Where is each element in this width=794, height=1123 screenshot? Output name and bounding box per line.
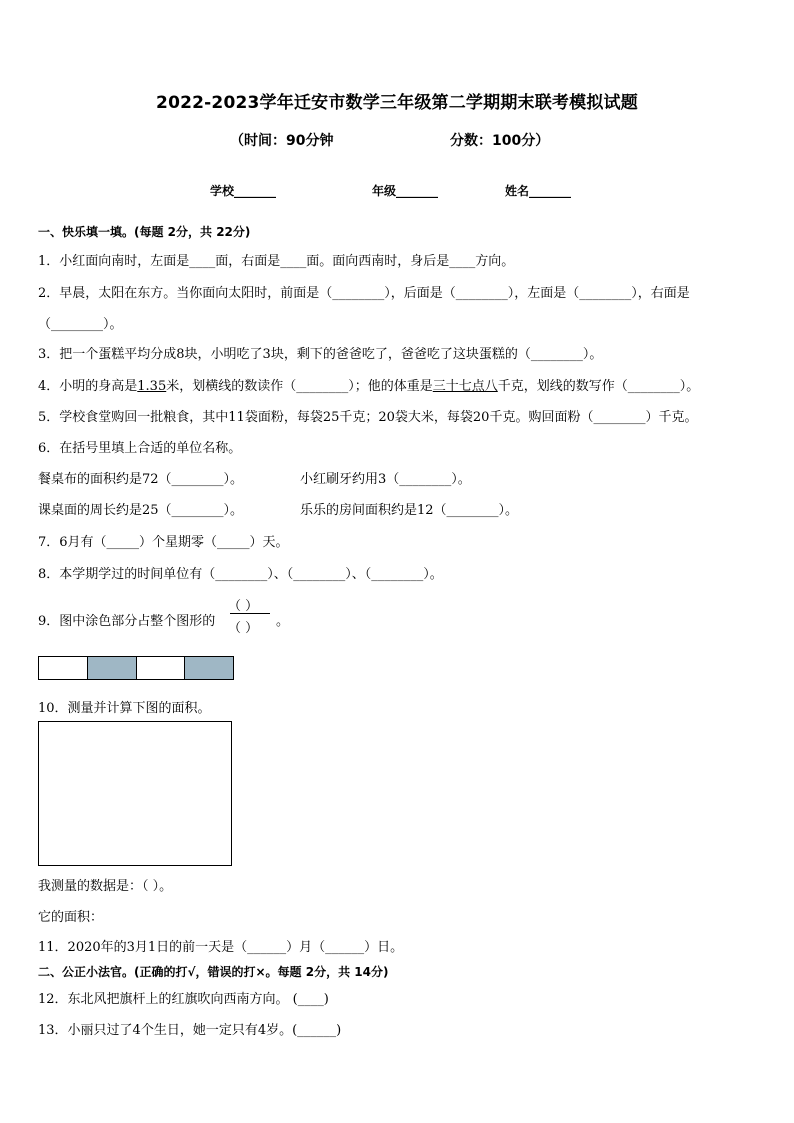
section-2-heading: 二、公正小法官。(正确的打√，错误的打×。每题 2分，共 14分) — [38, 965, 389, 979]
question-5: 5．学校食堂购回一批粮食，其中11袋面粉，每袋25千克；20袋大米，每袋20千克。购回面粉（________）千克。 — [38, 410, 698, 425]
question-4-part-a: 4．小明的身高是 — [38, 379, 138, 394]
question-10: 10．测量并计算下图的面积。 — [38, 701, 211, 716]
grade-field[interactable]: 年级_______ — [372, 184, 439, 198]
question-12: 12．东北风把旗杆上的红旗吹向西南方向。 (____) — [38, 992, 329, 1007]
question-6: 6．在括号里填上合适的单位名称。 — [38, 441, 242, 456]
underlined-words: 三十七点八 — [432, 379, 498, 394]
question-11: 11．2020年的3月1日的前一天是（______）月（______）日。 — [38, 940, 404, 955]
shaded-strip-figure — [38, 656, 234, 680]
question-3: 3．把一个蛋糕平均分成8块，小明吃了3块，剩下的爸爸吃了，爸爸吃了这块蛋糕的（________）。 — [38, 347, 603, 362]
question-6b: 小红刷牙约用3（________）。 — [300, 472, 471, 487]
school-field[interactable]: 学校_______ — [210, 184, 277, 198]
question-10-area: 它的面积： — [38, 910, 104, 925]
strip-cell — [39, 657, 88, 679]
question-13: 13．小丽只过了4个生日，她一定只有4岁。(______) — [38, 1023, 342, 1038]
question-4-part-c: 千克，划线的数写作（________）。 — [497, 379, 700, 394]
question-9: 9．图中涂色部分占整个图形的 — [38, 614, 216, 629]
exam-score: 分数：100分） — [450, 133, 550, 149]
question-7: 7．6月有（_____）个星期零（_____）天。 — [38, 535, 289, 550]
measure-rectangle — [38, 721, 232, 866]
fraction-bar — [230, 613, 270, 614]
section-1-heading: 一、快乐填一填。(每题 2分，共 22分) — [38, 225, 251, 239]
fraction-denominator: （ ） — [228, 621, 259, 636]
fraction-numerator: （ ） — [228, 599, 259, 614]
question-4-part-b: 米，划横线的数读作（________）；他的体重是 — [166, 379, 433, 394]
strip-cell — [137, 657, 186, 679]
question-2-line-1: 2．早晨，太阳在东方。当你面向太阳时，前面是（________），后面是（________），左面是（________），右面是 — [38, 286, 690, 301]
exam-time: （时间：90分钟 — [230, 133, 334, 149]
question-8: 8．本学期学过的时间单位有（________）、（________）、（________）。 — [38, 567, 443, 582]
question-6c: 课桌面的周长约是25（________）。 — [38, 503, 244, 518]
question-10-measurement: 我测量的数据是：（ ）。 — [38, 879, 173, 894]
strip-cell — [88, 657, 137, 679]
page-title: 2022-2023学年迁安市数学三年级第二学期期末联考模拟试题 — [156, 93, 638, 113]
question-2-line-2: （________）。 — [38, 317, 123, 332]
name-field[interactable]: 姓名_______ — [505, 184, 572, 198]
question-1: 1．小红面向南时，左面是____面，右面是____面。面向西南时，身后是____方向。 — [38, 254, 515, 269]
strip-cell — [185, 657, 233, 679]
underlined-number: 1.35 — [137, 379, 167, 394]
question-9-end: 。 — [276, 614, 290, 629]
question-4 — [38, 375, 699, 394]
question-6a: 餐桌布的面积约是72（________）。 — [38, 472, 244, 487]
fraction-blank[interactable] — [228, 595, 274, 637]
question-6d: 乐乐的房间面积约是12（________）。 — [300, 503, 519, 518]
